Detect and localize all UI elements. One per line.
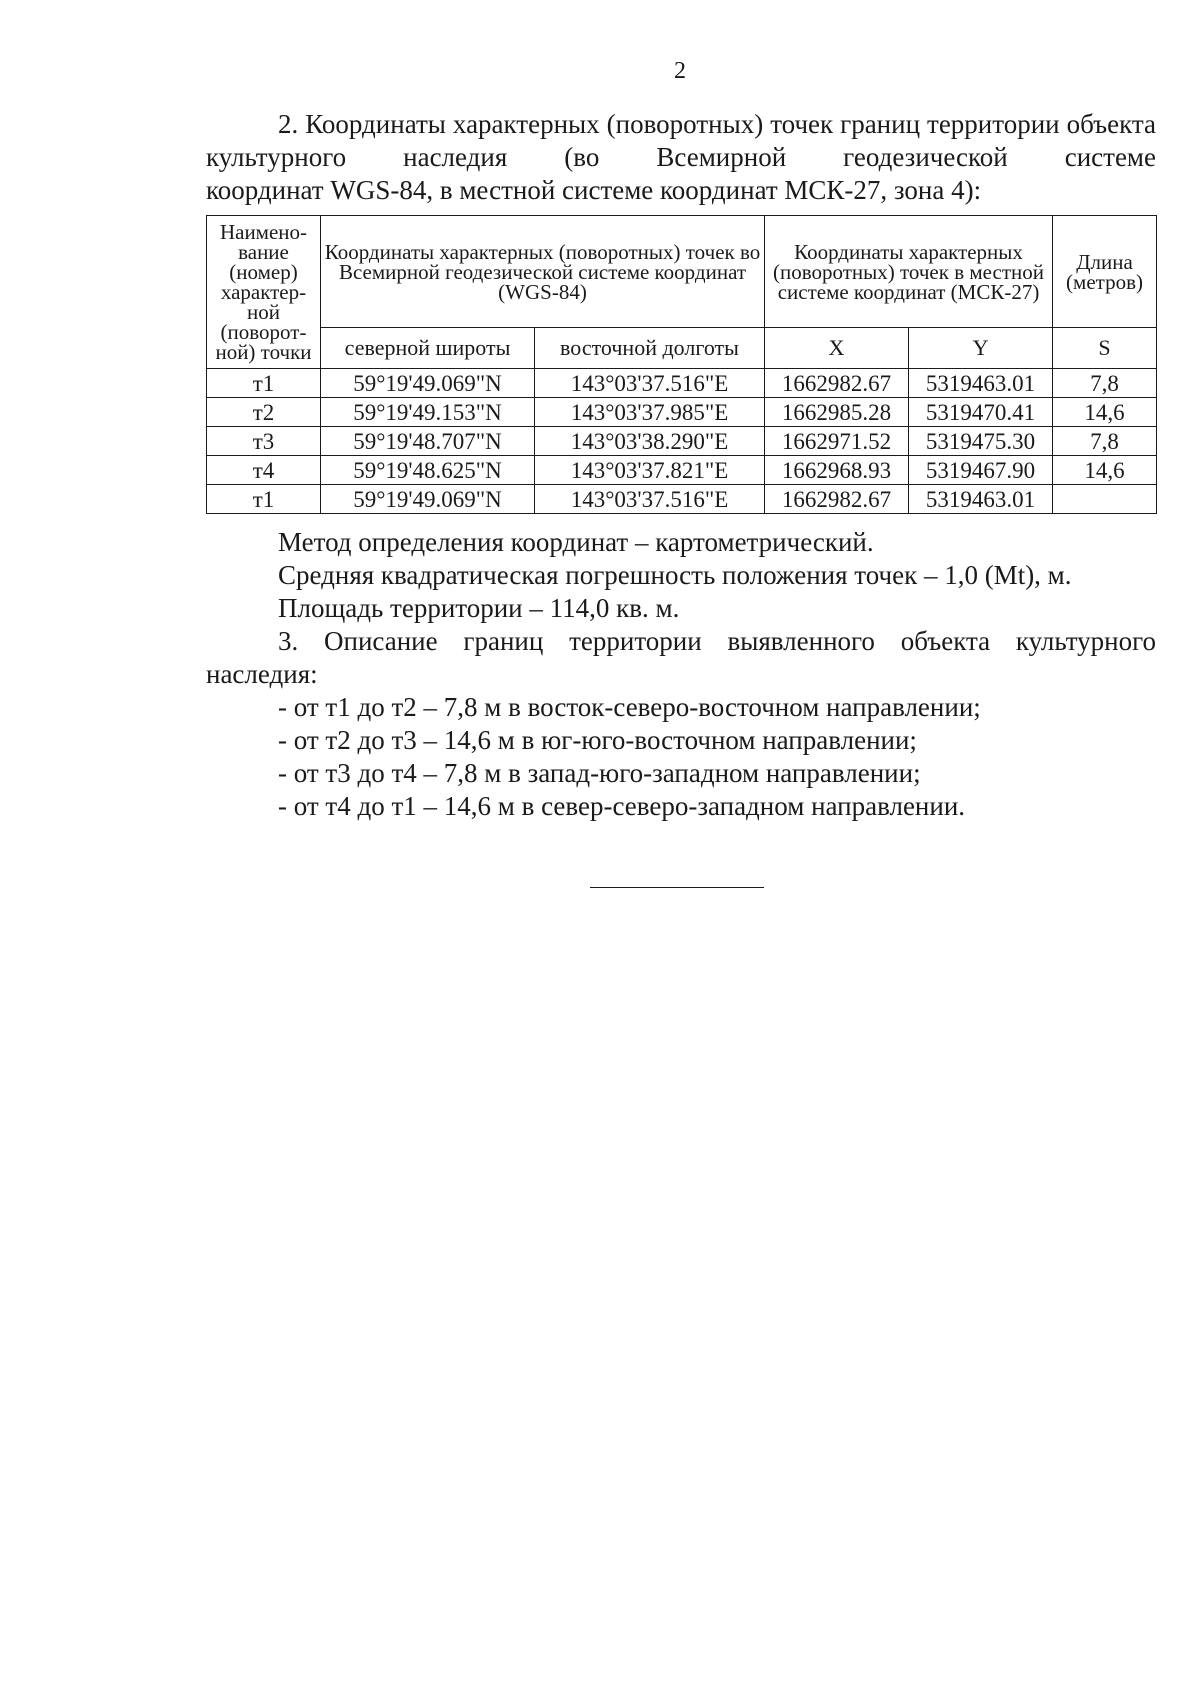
cell-point: т4 <box>207 456 321 485</box>
boundary-item: - от т4 до т1 – 14,6 м в север-северо-западном направлении. <box>278 791 966 821</box>
cell-longitude: 143°03'37.516"E <box>535 369 765 398</box>
document-body <box>206 108 1156 823</box>
cell-longitude: 143°03'37.516"E <box>535 485 765 514</box>
area-text: Площадь территории – 114,0 кв. м. <box>278 593 680 623</box>
cell-latitude: 59°19'49.069"N <box>321 369 535 398</box>
page-number: 2 <box>674 58 686 84</box>
cell-x: 1662982.67 <box>765 485 909 514</box>
section-2-line-3: координат WGS-84, в местной системе координат МСК-27, зона 4): <box>206 175 982 205</box>
header-latitude: северной широты <box>321 328 535 369</box>
section-3-line-2: наследия: <box>206 659 318 689</box>
cell-x: 1662971.52 <box>765 427 909 456</box>
cell-latitude: 59°19'49.153"N <box>321 398 535 427</box>
table-header-row <box>207 216 1157 328</box>
boundary-item: - от т2 до т3 – 14,6 м в юг-юго-восточном направлении; <box>278 725 917 755</box>
cell-x: 1662982.67 <box>765 369 909 398</box>
cell-latitude: 59°19'49.069"N <box>321 485 535 514</box>
table-row <box>207 369 1157 398</box>
cell-point: т1 <box>207 369 321 398</box>
cell-y: 5319463.01 <box>909 485 1053 514</box>
method-text: Метод определения координат – картометрический. <box>278 527 874 557</box>
cell-x: 1662985.28 <box>765 398 909 427</box>
table-row <box>207 398 1157 427</box>
header-y: Y <box>909 328 1053 369</box>
header-point-name: Наимено-вание (номер) характер-ной (поворот-ной) точки <box>207 216 321 369</box>
cell-longitude: 143°03'38.290"E <box>535 427 765 456</box>
cell-y: 5319470.41 <box>909 398 1053 427</box>
cell-latitude: 59°19'48.707"N <box>321 427 535 456</box>
cell-y: 5319467.90 <box>909 456 1053 485</box>
cell-y: 5319475.30 <box>909 427 1053 456</box>
cell-longitude: 143°03'37.985"E <box>535 398 765 427</box>
cell-point: т3 <box>207 427 321 456</box>
section-3-line-1: 3. Описание границ территории выявленного объекта культурного <box>278 626 1156 656</box>
table-row <box>207 427 1157 456</box>
header-x: X <box>765 328 909 369</box>
coordinates-table <box>206 215 1157 514</box>
header-length: Длина (метров) <box>1053 216 1157 328</box>
boundary-item: - от т1 до т2 – 7,8 м в восток-северо-восточном направлении; <box>278 692 981 722</box>
table-subheader-row <box>207 328 1157 369</box>
boundary-item: - от т3 до т4 – 7,8 м в запад-юго-западном направлении; <box>278 758 921 788</box>
cell-latitude: 59°19'48.625"N <box>321 456 535 485</box>
section-2-line-1: 2. Координаты характерных (поворотных) точек границ территории <box>278 109 1060 139</box>
cell-longitude: 143°03'37.821"E <box>535 456 765 485</box>
cell-length: 14,6 <box>1053 398 1157 427</box>
cell-length: 7,8 <box>1053 427 1157 456</box>
header-longitude: восточной долготы <box>535 328 765 369</box>
cell-length: 7,8 <box>1053 369 1157 398</box>
cell-point: т1 <box>207 485 321 514</box>
error-text: Средняя квадратическая погрешность положения точек – 1,0 (Mt), м. <box>278 560 1072 590</box>
cell-point: т2 <box>207 398 321 427</box>
table-row <box>207 485 1157 514</box>
header-wgs84-group: Координаты характерных (поворотных) точек во Всемирной геодезической системе координат (WGS-84) <box>321 216 765 328</box>
cell-x: 1662968.93 <box>765 456 909 485</box>
section-2-intro <box>206 108 1156 207</box>
cell-y: 5319463.01 <box>909 369 1053 398</box>
section-3-intro <box>206 625 1156 691</box>
closing-rule <box>590 887 764 888</box>
after-table-section <box>206 526 1156 823</box>
cell-length <box>1053 485 1157 514</box>
header-s: S <box>1053 328 1157 369</box>
cell-length: 14,6 <box>1053 456 1157 485</box>
table-row <box>207 456 1157 485</box>
header-msk27-group: Координаты характерных (поворотных) точек в местной системе координат (МСК-27) <box>765 216 1053 328</box>
section-2-line-2: объекта культурного наследия (во Всемирной геодезической системе <box>206 109 1156 172</box>
